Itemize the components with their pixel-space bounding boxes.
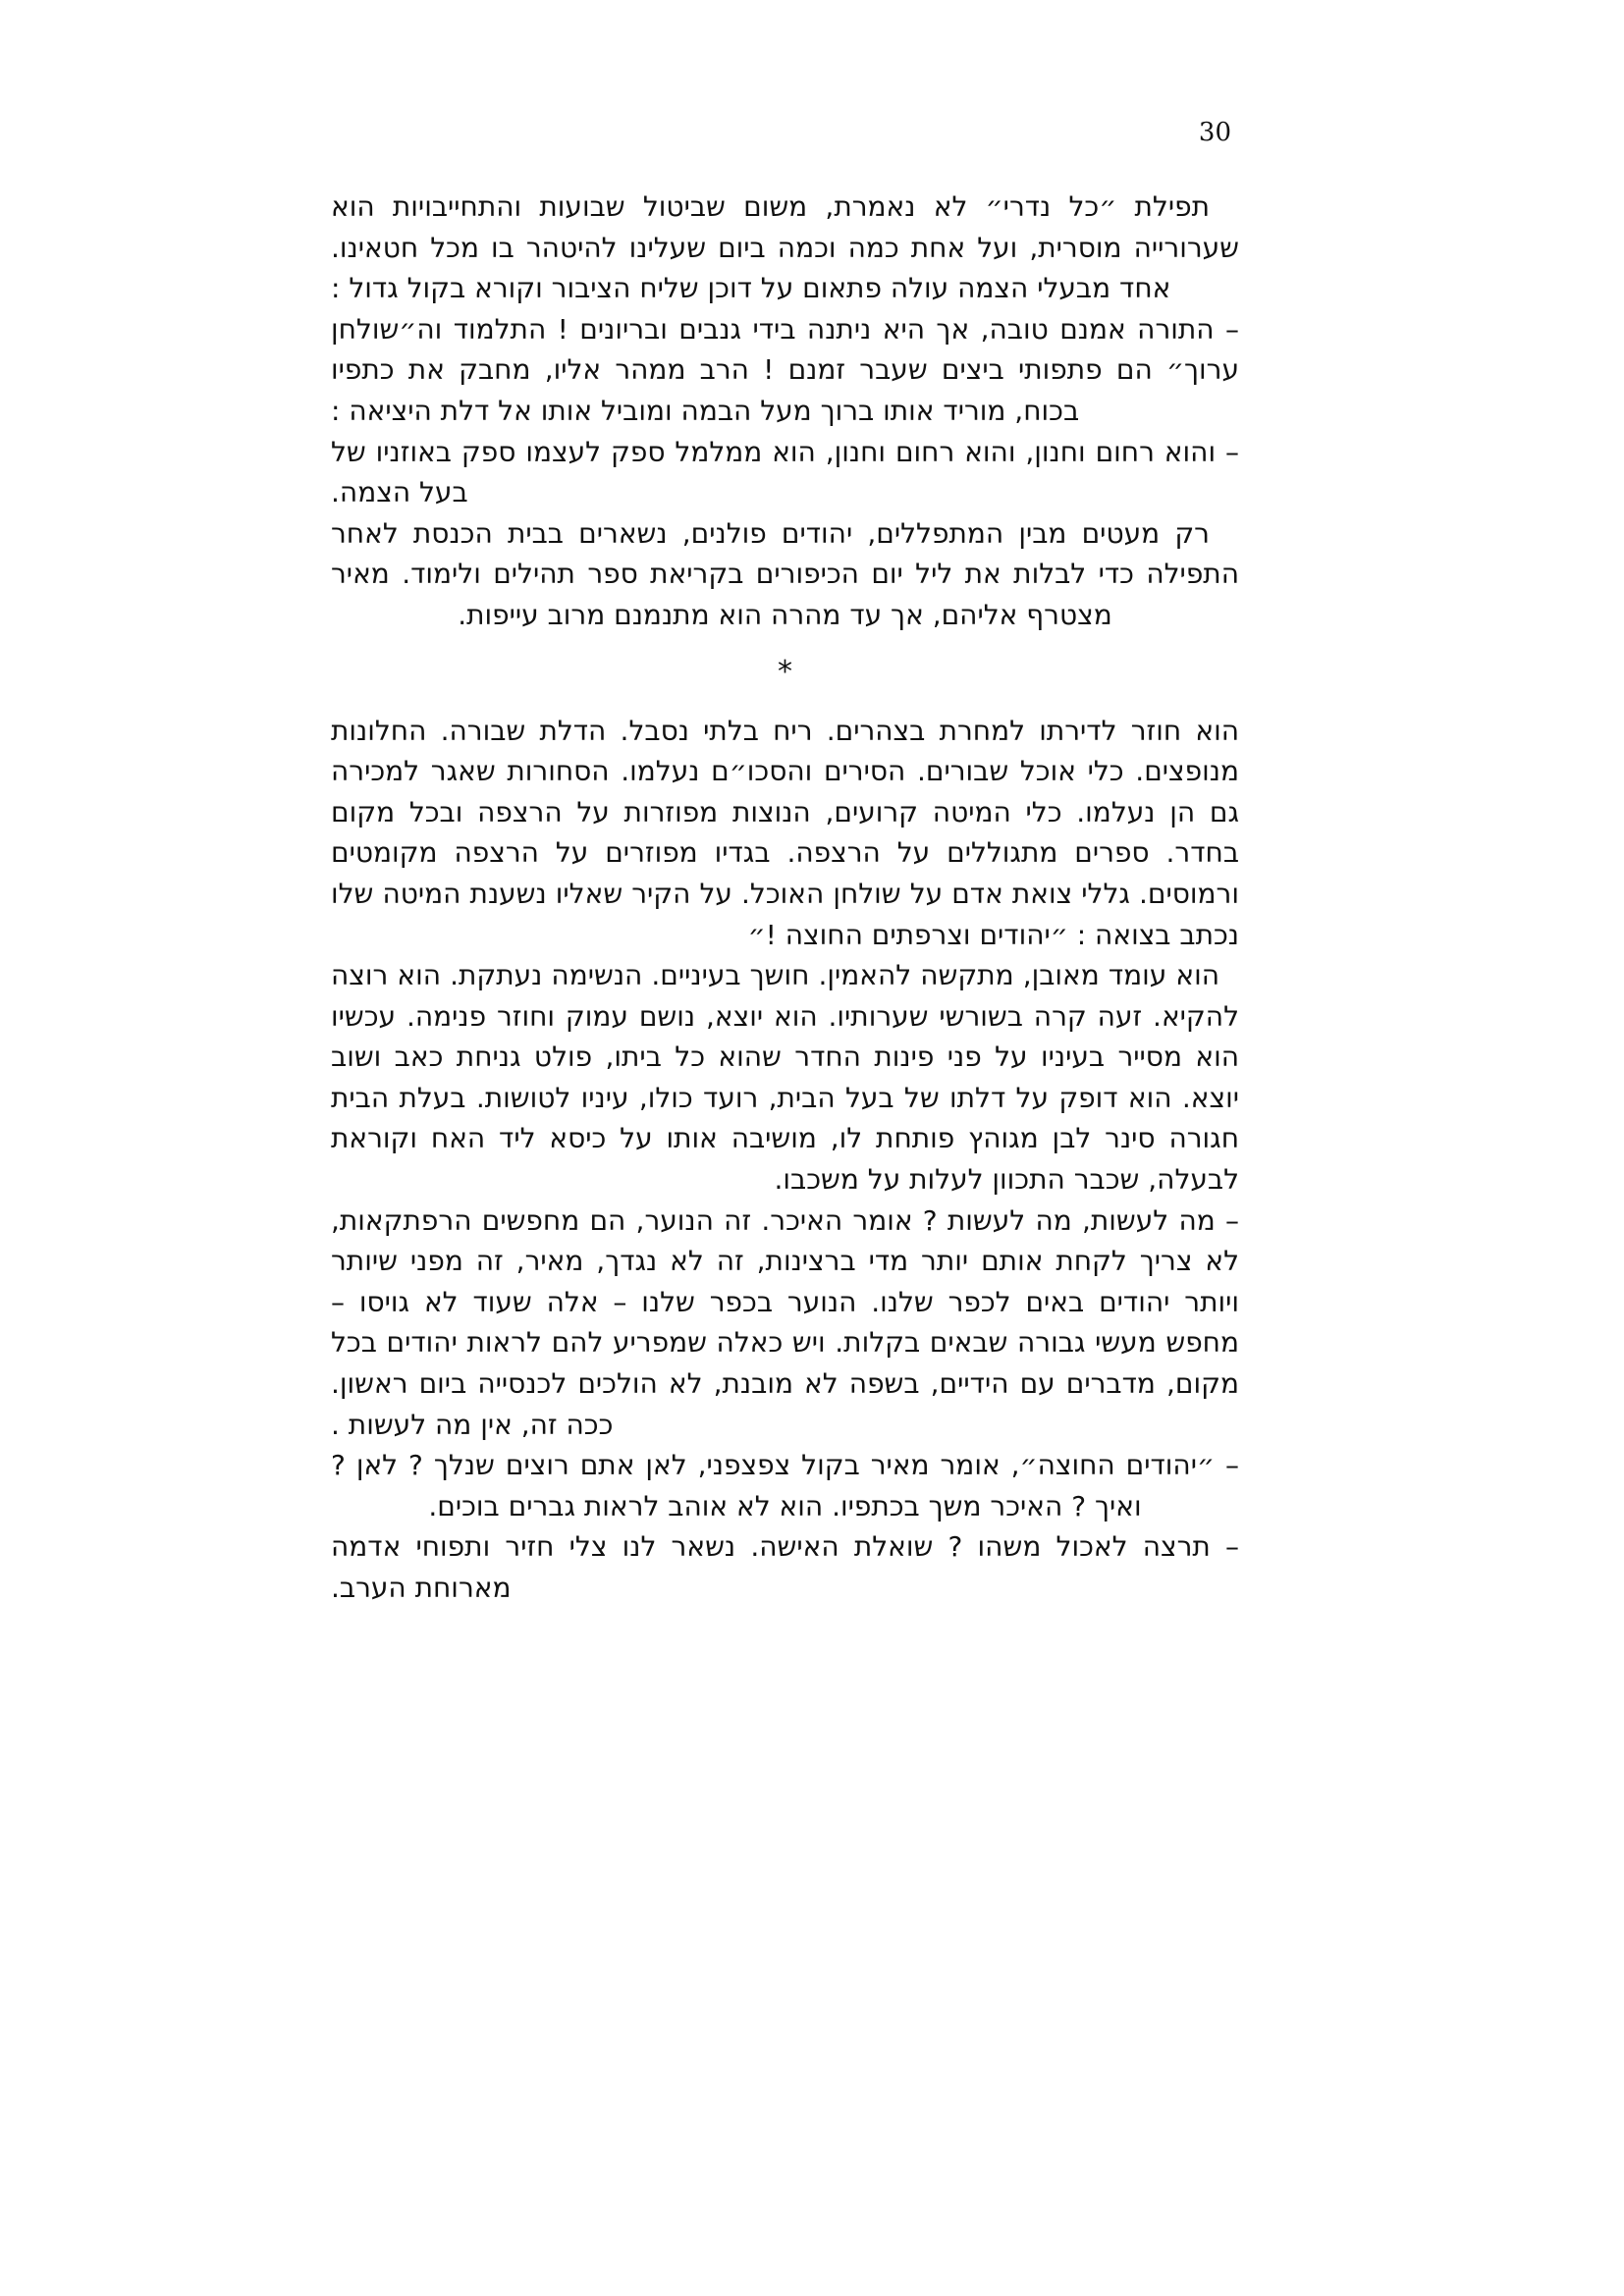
paragraph-standing-stunned: הוא עומד מאובן, מתקשה להאמין. חושך בעיניים. הנשימה נעתקת. הוא רוצה להקיא. זעה קרה בשורשי שערותיו. הוא יוצא, נושם עמוק וחוזר פנימה. עכשיו הוא מסייר בעיניו על פני פינות החדר שהוא כל ביתו, פולט גניחת כאב ושוב יוצא. הוא דופק על דלתו של בעל הבית, רועד כולו, עיניו לטושות. בעלת הבית חגורה סינר לבן מגוהץ פותחת לו, מושיבה אותו על כיסא ליד האח וקוראת לבעלה, שכבר התכוון לעלות על משכבו. <box>331 959 1239 1197</box>
page-number: 30 <box>1198 118 1231 147</box>
paragraph-torah-speech: – התורה אמנם טובה, אך היא ניתנה בידי גנבים ובריונים ! התלמוד וה״שולחן ערוך״ הם פתפותי ביצים שעבר זמנם ! הרב ממהר אליו, מחבק את כתפיו בכוח, מוריד אותו ברוך מעל הבמה ומוביל אותו אל דלת היציאה : <box>331 312 1239 427</box>
paragraph-rachum-vechanun: – והוא רחום וחנון, והוא רחום וחנון, הוא ממלמל ספק לעצמו ספק באוזניו של בעל הצמה. <box>331 435 1239 509</box>
paragraph-farmer-reply: – מה לעשות, מה לעשות ? אומר האיכר. זה הנוער, הם מחפשים הרפתקאות, לא צריך לקחת אותם יותר מדי ברצינות, זה לא נגדך, מאיר, זה מפני שיותר ויותר יהודים באים לכפר שלנו. הנוער בכפר שלנו – אלה שעוד לא גויסו – מחפש מעשי גבורה שבאים בקלות. ויש כאלה שמפריע להם לראות יהודים בכל מקום, מדברים עם הידיים, בשפה לא מובנת, לא הולכים לכנסייה ביום ראשון. ככה זה, אין מה לעשות . <box>331 1203 1239 1441</box>
section-separator-asterisk: * <box>778 654 792 689</box>
paragraph-few-worshippers: רק מעטים מבין המתפללים, יהודים פולנים, נשארים בבית הכנסת לאחר התפילה כדי לבלות את ליל יום הכיפורים בקריאת ספר תהילים ולימוד. מאיר מצטרף אליהם, אך עד מהרה הוא מתנמנם מרוב עייפות. <box>331 516 1239 631</box>
paragraph-kol-nidrei: תפילת ״כל נדרי״ לא נאמרת, משום שביטול שבועות והתחייבויות הוא שערורייה מוסרית, ועל אחת כמה וכמה ביום שעלינו להיטהר בו מכל חטאינו. אחד מבעלי הצמה עולה פתאום על דוכן שליח הציבור וקורא בקול גדול : <box>331 190 1239 305</box>
text-block <box>331 187 1239 1609</box>
paragraph-jews-out-quote: – ״יהודים החוצה״, אומר מאיר בקול צפצפני, לאן אתם רוצים שנלך ? לאן ? ואיך ? האיכר משך בכתפיו. הוא לא אוהב לראות גברים בוכים. <box>331 1449 1239 1522</box>
paragraph-return-to-apartment: הוא חוזר לדירתו למחרת בצהרים. ריח בלתי נסבל. הדלת שבורה. החלונות מנופצים. כלי אוכל שבורים. הסירים והסכו״ם נעלמו. הסחורות שאגר למכירה גם הן נעלמו. כלי המיטה קרועים, הנוצות מפוזרות על הרצפה ובכל מקום בחדר. ספרים מתגוללים על הרצפה. בגדיו מפוזרים על הרצפה מקומטים ורמוסים. גללי צואת אדם על שולחן האוכל. על הקיר שאליו נשענת המיטה שלו נכתב בצואה : ״יהודים וצרפתים החוצה !״ <box>331 714 1239 951</box>
paragraph-wife-offer: – תרצה לאכול משהו ? שואלת האישה. נשאר לנו צלי חזיר ותפוחי אדמה מארוחת הערב. <box>331 1530 1239 1604</box>
